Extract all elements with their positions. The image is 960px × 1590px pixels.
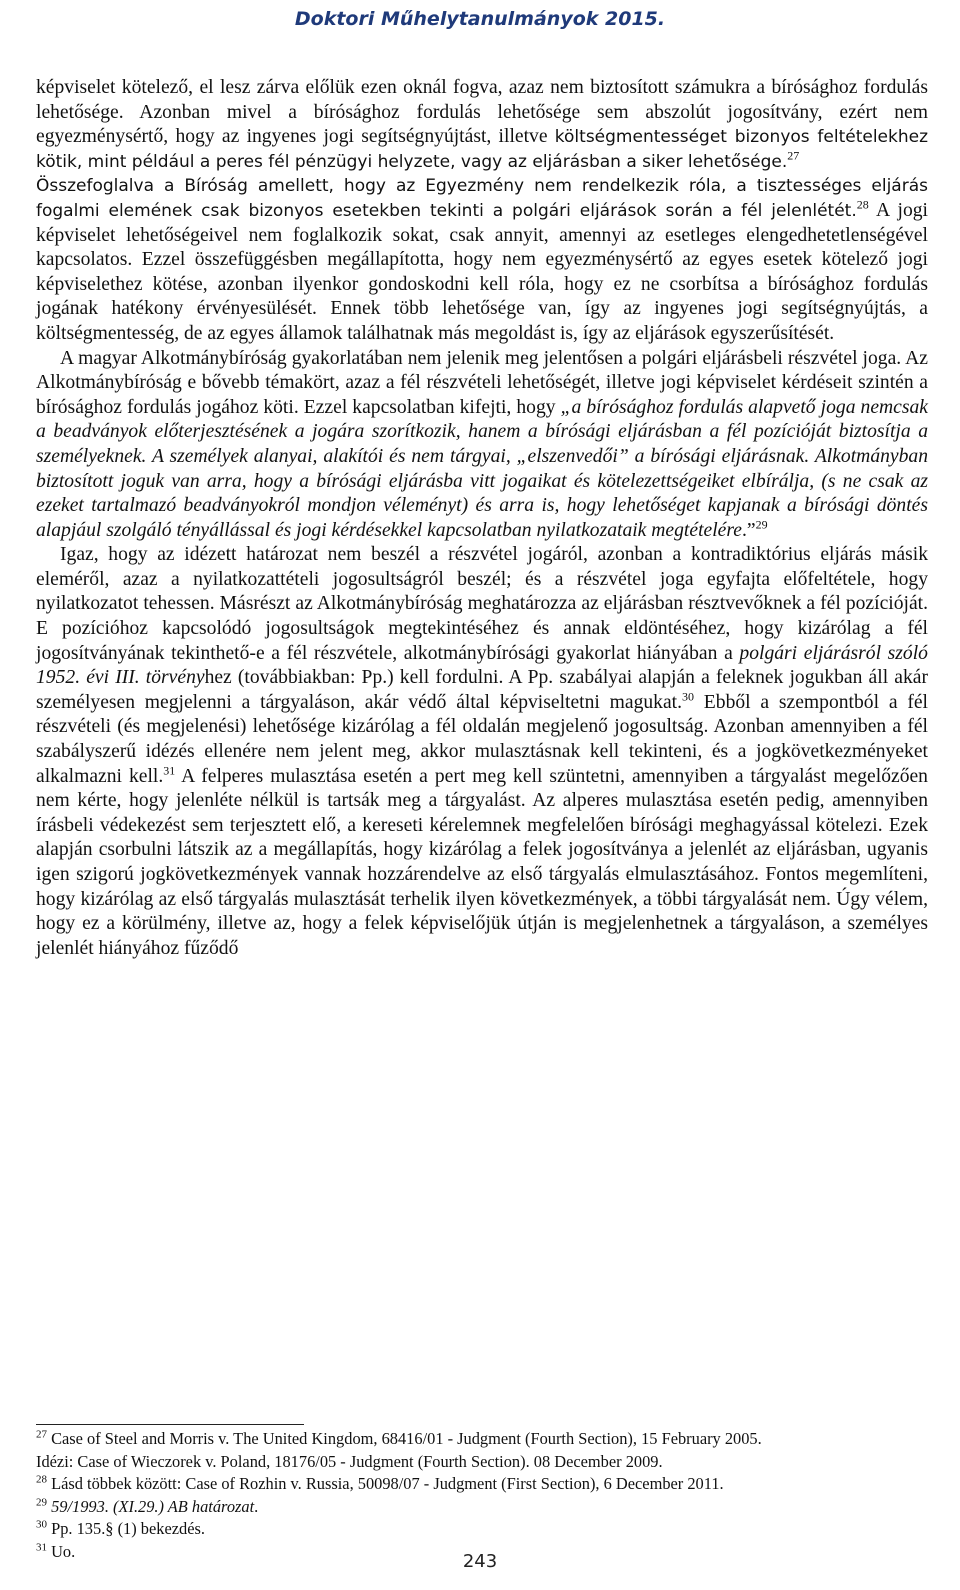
footnote-27-cont: Idézi: Case of Wieczorek v. Poland, 18176/05 - Judgment (Fourth Section). 08 December 2009. xyxy=(36,1451,663,1471)
body-text xyxy=(36,76,928,961)
paragraph: A magyar Alkotmánybíróság gyakorlatában nem jelenik meg jelentősen a polgári eljárásbeli részvétel joga. Az Alkotmánybíróság e bővebb témakört, azaz a fél részvételi lehetőségét, illetve jogi képviselet kérdéseit szintén a bírósághoz fordulás jogához köti. Ezzel kapcsolatban kifejti, hogy „a bírósághoz fordulás alapvető joga nemcsak a beadványok előterjesztésének a jogára szorítkozik, hanem a bírósági eljárásban a fél pozícióját biztosítja a személyeknek. A személyek alanyai, alakítói és nem tárgyai, „elszenvedői” a bírósági eljárásnak. Alkotmányban biztosított joguk van arra, hogy a bírósági eljárásba vitt jogaikat és kötelezettségeiket elbírálja, (s ne csak az ezeket tartalmazó beadványokról mondjon véleményt) és arra is, hogy lehetőséget kapjanak a bírósági döntés alapjául szolgáló tényállással és jogi kérdésekkel kapcsolatban nyilatkozataik megtételére.”$^{29}$ xyxy=(36,347,928,541)
footnote-30: $^{30}$ Pp. 135.§ (1) bekezdés. xyxy=(36,1518,205,1538)
quotation: „a bírósághoz fordulás alapvető joga nemcsak a beadványok előterjesztésének a jogára szorítkozik, hanem a bírósági eljárásban a fél pozícióját biztosítja a személyeknek. A személyek alanyai, alakítói és nem tárgyai, „elszenvedői” a bírósági eljárásnak. Alkotmányban biztosított joguk van arra, hogy a bírósági eljárásba vitt jogaikat és kötelezettségeiket elbírálja, (s ne csak az ezeket tartalmazó beadványokról mondjon véleményt) és arra is, hogy lehetőséget kapjanak a bírósági döntés alapjául szolgáló tényállással és jogi kérdésekkel kapcsolatban nyilatkozataik megtételére xyxy=(36,396,928,541)
footnote-28: $^{28}$ Lásd többek között: Case of Rozhin v. Russia, 50098/07 - Judgment (First Section), 6 December 2011. xyxy=(36,1473,724,1493)
footnote-ref: 29 xyxy=(755,517,768,532)
footnote-27: $^{27}$ Case of Steel and Morris v. The United Kingdom, 68416/01 - Judgment (Fourth Section), 15 February 2005. xyxy=(36,1428,762,1448)
paragraph: Igaz, hogy az idézett határozat nem beszél a részvétel jogáról, azonban a kontradiktórius eljárás másik eleméről, azaz a nyilatkozattételi jogosultságról beszél; és a részvétel joga egyfajta előfeltétele, hogy nyilatkozatot tehessen. Másrészt az Alkotmánybíróság meghatározza az eljárásban résztvevőknek a fél pozícióját. E pozícióhoz kapcsolódó jogosultságok megtekintéséhez és annak eldöntéséhez, hogy kizárólag a fél jogosítványának tekinthető-e a fél részvétele, alkotmánybírósági gyakorlat hiányában a polgári eljárásról szóló 1952. évi III. törvényhez (továbbiakban: Pp.) kell fordulni. A Pp. szabályai alapján a feleknek jogukban áll akár személyesen megjelenni a tárgyaláson, akár védő által képviseltetni magukat.$^{30}$ Ebből a szempontból a fél részvételi (és megjelenési) lehetősége kizárólag a fél oldalán megjelenő jogosultság. Azonban amennyiben a fél szabályszerű idézés ellenére nem jelent meg, akkor mulasztásnak kell tekinteni, és a jogkövetkezményeket alkalmazni kell.$^{31}$ A felperes mulasztása esetén a pert meg kell szüntetni, amennyiben a tárgyalást megelőzően nem kérte, hogy jelenléte nélkül is tartsák meg a tárgyalást. Az alperes mulasztása esetén pedig, amennyiben írásbeli védekezést sem terjesztett elő, a kereseti kérelemnek megfelelően bírósági meghagyással kötelezi. Ezek alapján csorbulni látszik az a megállapítás, hogy kizárólag a felek jogosítványa a jelenlét az eljárásban, ugyanis igen szigorú jogkövetkezmények vannak hozzárendelve az első tárgyalás elmulasztásához. Fontos megemlíteni, hogy kizárólag az első tárgyalás mulasztását terhelik ilyen következmények, a többi tárgyalását nem. Úgy vélem, hogy ez a körülmény, illetve az, hogy a felek képviselőjük útján is megjelenhetnek a tárgyaláson, a személyes jelenlét hiányához fűződő xyxy=(36,544,928,959)
footnote-separator xyxy=(36,1424,304,1425)
footnote-ref: 30 xyxy=(682,689,695,704)
page-number: 243 xyxy=(462,1551,498,1572)
footnotes xyxy=(36,1428,936,1563)
footnote-31: $^{31}$ Uo. xyxy=(36,1541,76,1561)
footnote-ref: 31 xyxy=(163,763,176,778)
running-header: Doktori Műhelytanulmányok 2015. xyxy=(294,8,666,30)
footnote-ref: 27 xyxy=(787,148,800,163)
footnote-29: $^{29}$ 59/1993. (XI.29.) AB határozat. xyxy=(36,1496,259,1516)
paragraph: Összefoglalva a Bíróság amellett, hogy az Egyezmény nem rendelkezik róla, a tisztességes eljárás fogalmi elemének csak bizonyos esetekben tekinti a polgári eljárások során a fél jelenlétét.$^{28}$ A jogi képviselet lehetőségeivel nem foglalkozik sokat, csak annyit, amennyi az esetleges elengedhetetlenségével kapcsolatos. Ezzel összefüggésben megállapította, hogy nem egyezménysértő az egyes esetek kötelező jogi képviselethez kötése, azonban ilyenkor gondoskodni kell róla, hogy ez ne csorbítsa a bírósághoz fordulás jogának hatékony érvényesülését. Ennek több lehetősége van, így az ingyenes jogi segítségnyújtás, a költségmentesség, de az egyes államok találhatnak más megoldást is, így az eljárások egyszerűsítését. xyxy=(36,176,928,344)
paragraph: képviselet kötelező, el lesz zárva előlük ezen oknál fogva, azaz nem biztosított számukra a bírósághoz fordulás lehetősége. Azonban mivel a bírósághoz fordulás lehetősége sem abszolút jogosítvány, ezért nem egyezménysértő, hogy az ingyenes jogi segítségnyújtást, illetve költségmentességet bizonyos feltételekhez kötik, mint például a peres fél pénzügyi helyzete, vagy az eljárásban a siker lehetősége.$^{27}$ xyxy=(36,77,929,172)
law-title: polgári eljárásról szóló 1952. évi III. törvény xyxy=(36,642,928,689)
footnote-ref: 28 xyxy=(856,197,869,212)
